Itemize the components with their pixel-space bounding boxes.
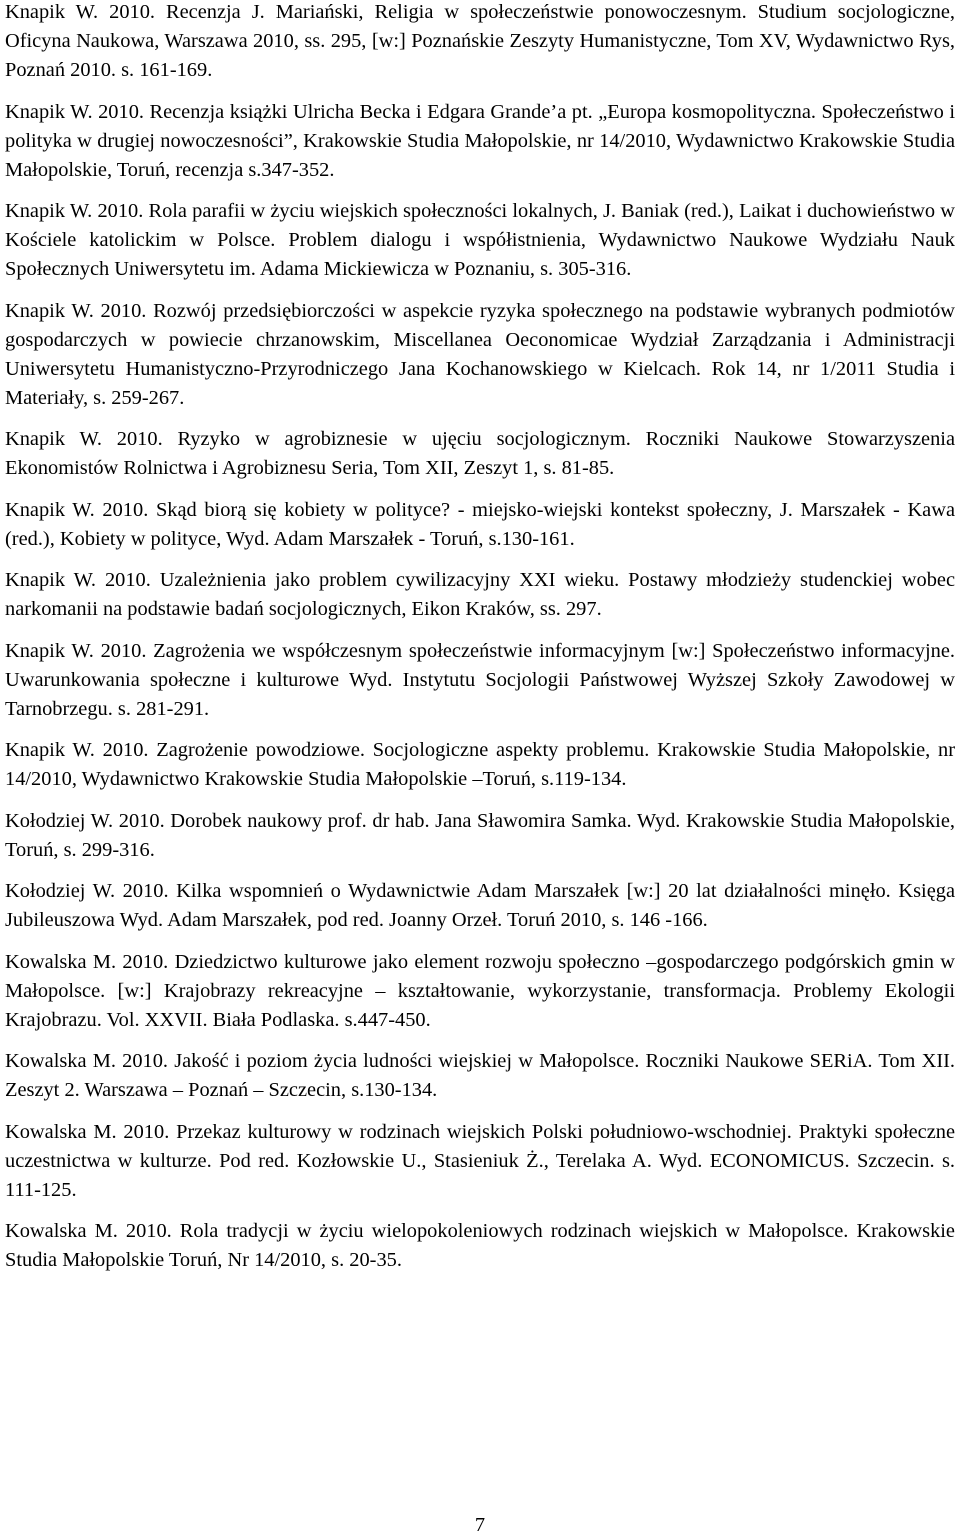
bibliography-entry: Kowalska M. 2010. Rola tradycji w życiu wielopokoleniowych rodzinach wiejskich w Małopolsce. Krakowskie Studia Małopolskie Toruń, Nr 14/2010, s. 20-35.	[5, 1220, 955, 1271]
bibliography-entry: Knapik W. 2010. Rola parafii w życiu wiejskich społeczności lokalnych, J. Baniak (red.), Laikat i duchowieństwo w Kościele katolickim w Polsce. Problem dialogu i współistnienia, Wydawnictwo Naukowe Wydziału Nauk Społecznych Uniwersytetu im. Adama Mickiewicza w Poznaniu, s. 305-316.	[5, 200, 955, 280]
bibliography-entry: Knapik W. 2010. Skąd biorą się kobiety w polityce? - miejsko-wiejski kontekst społeczny, J. Marszałek - Kawa (red.), Kobiety w polityce, Wyd. Adam Marszałek - Toruń, s.130-161.	[5, 498, 955, 550]
bibliography-entry: Kowalska M. 2010. Dziedzictwo kulturowe jako element rozwoju społeczno –gospodarczego podgórskich gmin w Małopolsce. [w:] Krajobrazy rekreacyjne – kształtowanie, wykorzystanie, transformacja. Problemy Ekologii Krajobrazu. Vol. XXVII. Biała Podlaska. s.447-450.	[5, 950, 955, 1031]
bibliography-entry: Knapik W. 2010. Recenzja książki Ulricha Becka i Edgara Grande’a pt. „Europa kosmopolityczna. Społeczeństwo i polityka w drugiej nowoczesności”, Krakowskie Studia Małopolskie, nr 14/2010, Wydawnictwo Krakowskie Studia Małopolskie, Toruń, recenzja s.347-352.	[5, 100, 955, 181]
bibliography-entry: Kowalska M. 2010. Przekaz kulturowy w rodzinach wiejskich Polski południowo-wschodniej. Praktyki społeczne uczestnictwa w kulturze. Pod red. Kozłowskie U., Stasieniuk Ż., Terelaka A. Wyd. ECONOMICUS. Szczecin. s. 111-125.	[5, 1120, 955, 1201]
bibliography-entry: Kowalska M. 2010. Jakość i poziom życia ludności wiejskiej w Małopolsce. Roczniki Naukowe SERiA. Tom XII. Zeszyt 2. Warszawa – Poznań – Szczecin, s.130-134.	[5, 1050, 955, 1101]
bibliography-entry: Knapik W. 2010. Rozwój przedsiębiorczości w aspekcie ryzyka społecznego na podstawie wybranych podmiotów gospodarczych w powiecie chrzanowskim, Miscellanea Oeconomicae Wydział Zarządzania i Administracji Uniwersytetu Humanistyczno-Przyrodniczego Jana Kochanowskiego w Kielcach. Rok 14, nr 1/2011 Studia i Materiały, s. 259-267.	[5, 299, 955, 409]
page-number: 7	[474, 1514, 486, 1536]
bibliography-entry: Knapik W. 2010. Ryzyko w agrobiznesie w ujęciu socjologicznym. Roczniki Naukowe Stowarzyszenia Ekonomistów Rolnictwa i Agrobiznesu Seria, Tom XII, Zeszyt 1, s. 81-85.	[5, 428, 955, 479]
bibliography-entry: Knapik W. 2010. Zagrożenia we współczesnym społeczeństwie informacyjnym [w:] Społeczeństwo informacyjne. Uwarunkowania społeczne i kulturowe Wyd. Instytutu Socjologii Państwowej Wyższej Szkoły Zawodowej w Tarnobrzegu. s. 281-291.	[5, 639, 955, 720]
bibliography-entry: Knapik W. 2010. Recenzja J. Mariański, Religia w społeczeństwie ponowoczesnym. Studium socjologiczne, Oficyna Naukowa, Warszawa 2010, ss. 295, [w:] Poznańskie Zeszyty Humanistyczne, Tom XV, Wydawnictwo Rys, Poznań 2010. s. 161-169.	[5, 1, 955, 81]
bibliography-entry: Knapik W. 2010. Uzależnienia jako problem cywilizacyjny XXI wieku. Postawy młodzieży studenckiej wobec narkomanii na podstawie badań socjologicznych, Eikon Kraków, ss. 297.	[5, 569, 955, 620]
bibliography-entry: Kołodziej W. 2010. Kilka wspomnień o Wydawnictwie Adam Marszałek [w:] 20 lat działalności minęło. Księga Jubileuszowa Wyd. Adam Marszałek, pod red. Joanny Orzeł. Toruń 2010, s. 146 -166.	[5, 880, 955, 931]
bibliography-entry: Knapik W. 2010. Zagrożenie powodziowe. Socjologiczne aspekty problemu. Krakowskie Studia Małopolskie, nr 14/2010, Wydawnictwo Krakowskie Studia Małopolskie –Toruń, s.119-134.	[5, 739, 955, 790]
bibliography-list	[5, 0, 955, 1288]
bibliography-entry: Kołodziej W. 2010. Dorobek naukowy prof. dr hab. Jana Sławomira Samka. Wyd. Krakowskie Studia Małopolskie, Toruń, s. 299-316.	[5, 809, 955, 861]
